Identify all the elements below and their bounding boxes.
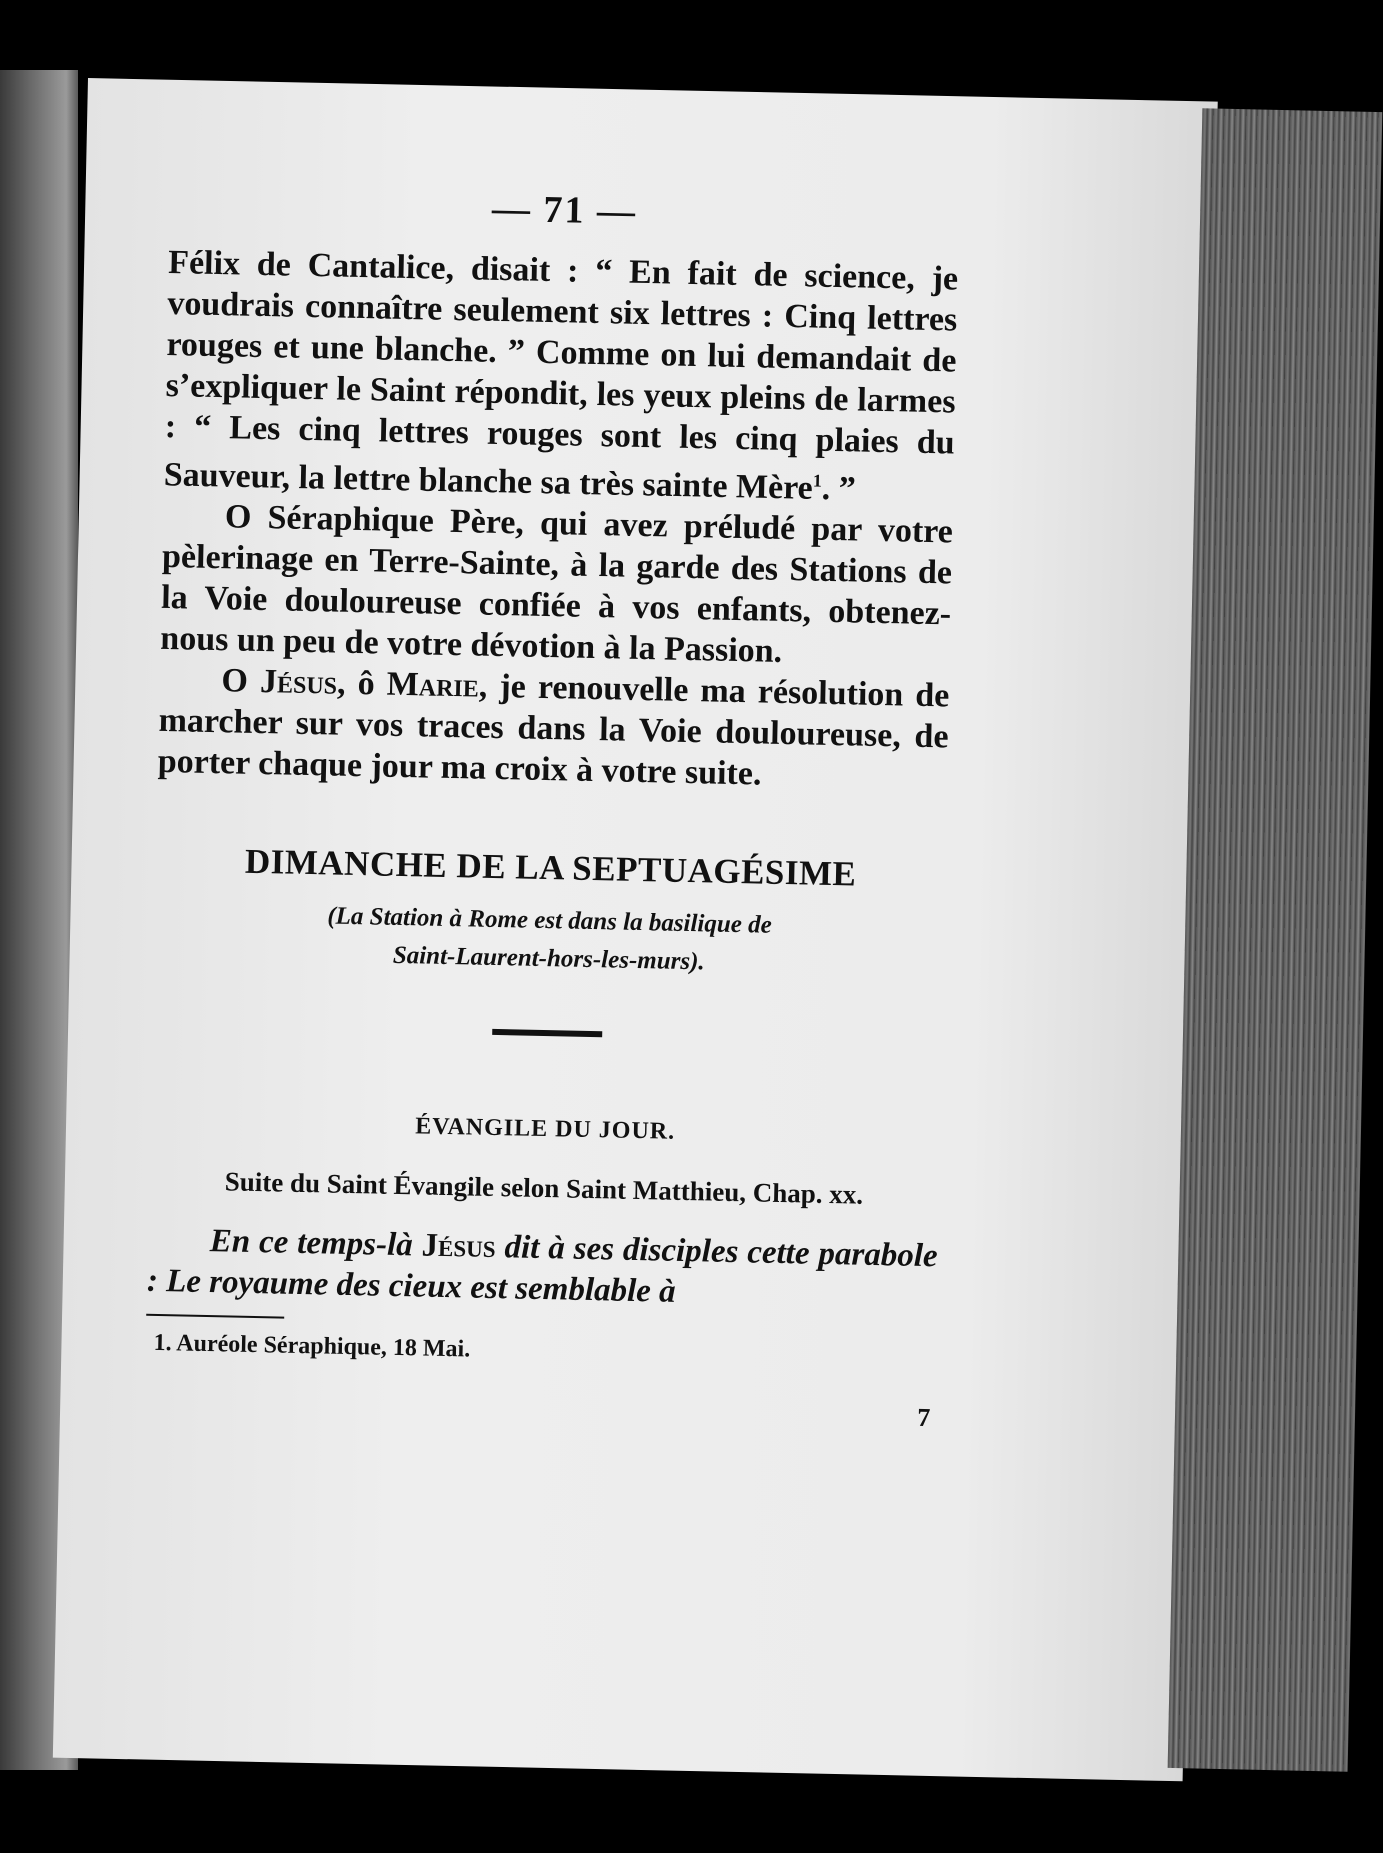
resolution-jesus: Jésus [259, 663, 338, 702]
gospel-text-start: En ce temps-là [209, 1223, 423, 1264]
book-fore-edge [1168, 108, 1383, 1771]
gospel-text [146, 1220, 938, 1319]
gospel-text-end: dit à ses disciples cette parabole : Le royaume des cieux est semblable à [146, 1229, 938, 1311]
signature-mark: 7 [916, 1403, 931, 1433]
page-text [145, 180, 959, 1433]
section-divider [492, 1029, 602, 1037]
footnote: 1. Auréole Séraphique, 18 Mai. [153, 1330, 471, 1363]
section-title: DIMANCHE DE LA SEPTUAGÉSIME [244, 842, 857, 894]
paragraph-resolution [157, 659, 949, 799]
resolution-end: , je renouvelle ma résolution de marcher sur vos traces dans la Voie douloureuse, de porter chaque jour ma croix à votre suite. [157, 667, 950, 793]
gospel-text-jesus: Jésus [421, 1227, 497, 1266]
paragraph-felix [163, 242, 958, 512]
paragraph-felix-end: . ” [821, 470, 857, 508]
resolution-marie: Marie [386, 665, 480, 705]
resolution-start: O [221, 662, 261, 701]
station-line-2: Saint-Laurent-hors-les-murs). [392, 942, 705, 976]
gospel-heading: ÉVANGILE DU JOUR. [414, 1113, 676, 1146]
gospel-reference: Suite du Saint Évangile selon Saint Matthieu, Chap. xx. [224, 1166, 864, 1211]
page-number: — 71 — [491, 187, 638, 233]
paragraph-felix-text: Félix de Cantalice, disait : “ En fait de science, je voudrais connaître seulement six lettres : Cinq lettres rouges et une blanche. ” Comme on lui demandait de s’expliquer le Saint répondit, les yeux pleins de larmes : “ Les cinq lettres rouges sont les cinq plaies du Sauveur, la lettre blanche sa très sainte Mère [163, 243, 959, 507]
footnote-divider [146, 1314, 284, 1319]
resolution-mid: , ô [336, 664, 388, 703]
footnote-marker: 1 [812, 470, 823, 491]
paragraph-seraphic-father: O Séraphique Père, qui avez préludé par votre pèlerinage en Terre-Sainte, à la garde des Stations de la Voie douloureuse confiée à vos enfants, obtenez-nous un peu de votre dévotion à la Passion. [160, 498, 954, 671]
station-line-1: (La Station à Rome est dans la basilique de [327, 902, 773, 940]
